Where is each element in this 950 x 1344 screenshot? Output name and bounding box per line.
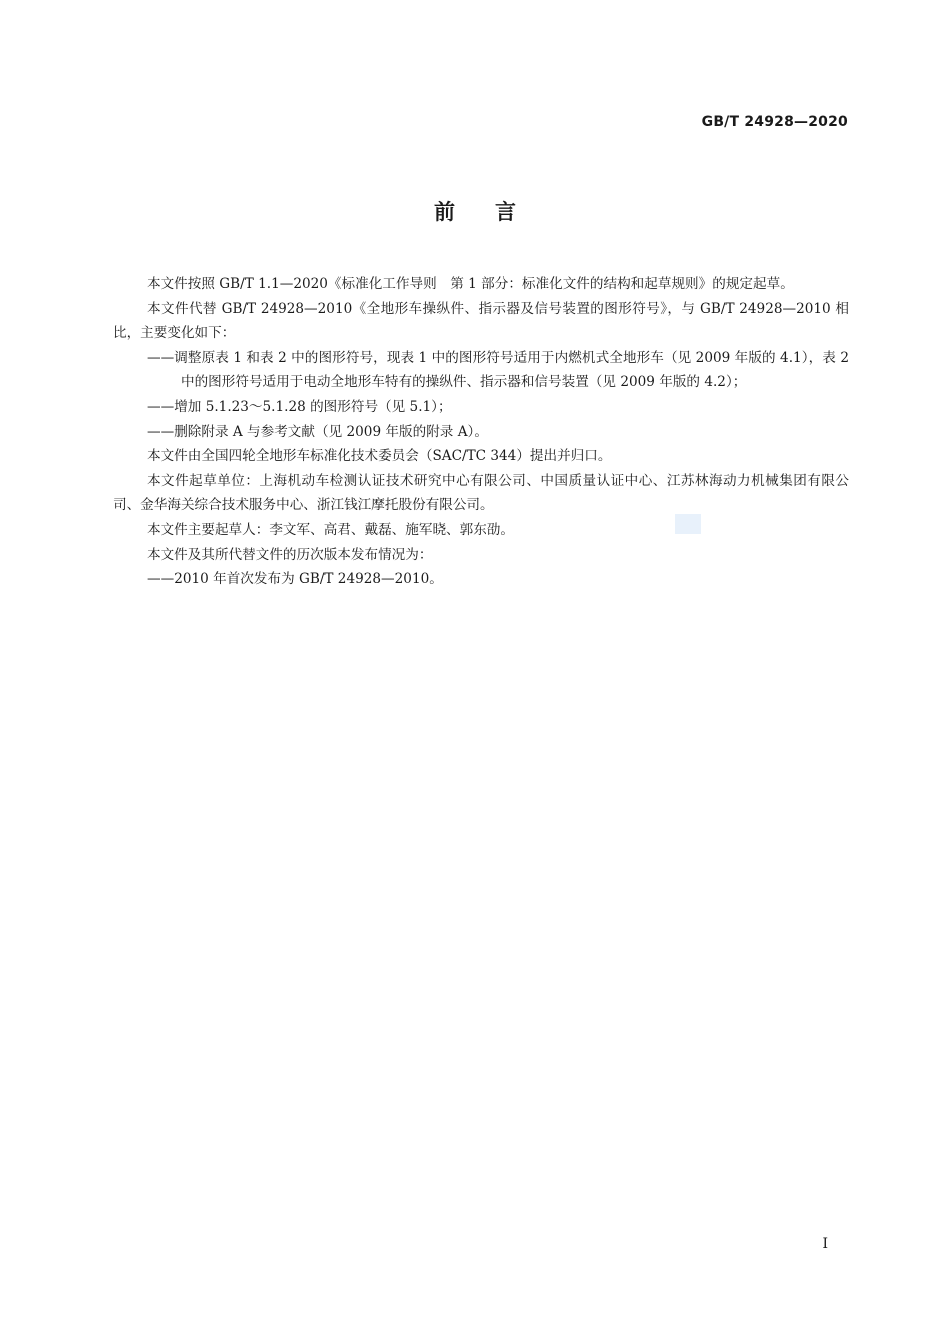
paragraph-drafters: 本文件主要起草人：李文军、高君、戴磊、施军晓、郭东劭。 <box>147 521 515 538</box>
list-item-change-1: ——调整原表 1 和表 2 中的图形符号，现表 1 中的图形符号适用于内燃机式全地形车（见 2009 年版的 4.1），表 2 中的图形符号适用于电动全地形车特有的操纵件、指示器和信号装置（见 2009 年版的 4.2）； <box>147 349 849 391</box>
list-item-history-1: ——2010 年首次发布为 GB/T 24928—2010。 <box>147 571 443 588</box>
standard-number: GB/T 24928—2020 <box>701 114 848 130</box>
paragraph-proposed-by: 本文件由全国四轮全地形车标准化技术委员会（SAC/TC 344）提出并归口。 <box>147 448 612 465</box>
paragraph-history: 本文件及其所代替文件的历次版本发布情况为： <box>147 546 433 563</box>
paragraph-drafting-rules: 本文件按照 GB/T 1.1—2020《标准化工作导则 第 1 部分：标准化文件的结构和起草规则》的规定起草。 <box>147 276 794 292</box>
page-title: 前言 <box>434 200 556 224</box>
list-item-change-3: ——删除附录 A 与参考文献（见 2009 年版的附录 A）。 <box>147 423 488 440</box>
selection-highlight <box>675 514 701 534</box>
list-item-change-2: ——增加 5.1.23～5.1.28 的图形符号（见 5.1）； <box>147 398 452 415</box>
paragraph-drafting-units: 本文件起草单位：上海机动车检测认证技术研究中心有限公司、中国质量认证中心、江苏林海动力机械集团有限公司、金华海关综合技术服务中心、浙江钱江摩托股份有限公司。 <box>113 472 849 514</box>
paragraph-replaces: 本文件代替 GB/T 24928—2010《全地形车操纵件、指示器及信号装置的图形符号》，与 GB/T 24928—2010 相比，主要变化如下： <box>113 300 849 342</box>
foreword-body <box>113 272 849 592</box>
page-number: I <box>822 1236 828 1252</box>
